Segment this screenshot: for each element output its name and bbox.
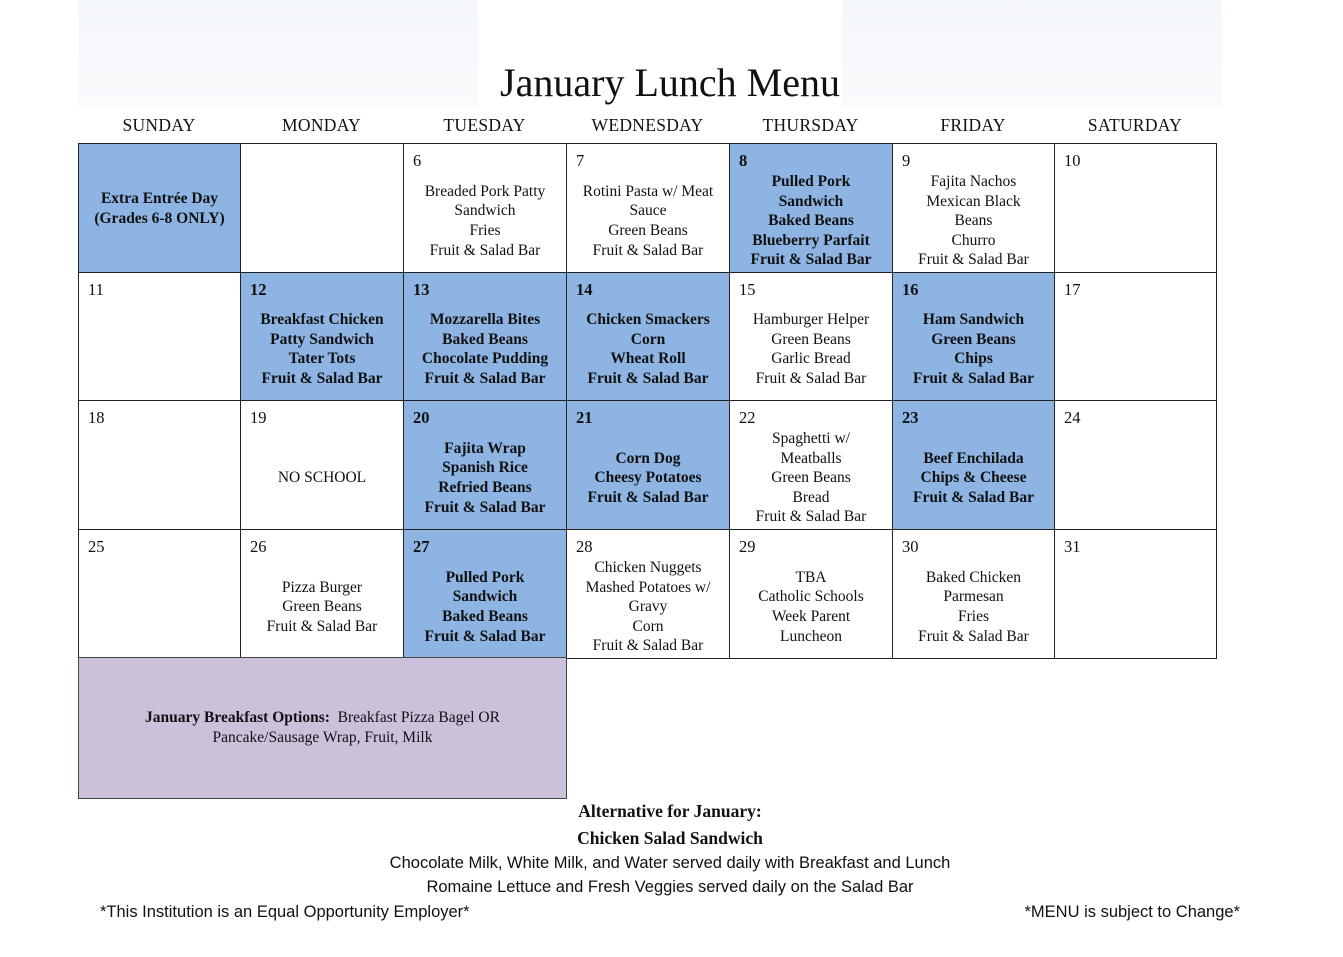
menu-item: Corn Dog [615, 449, 681, 467]
calendar-cell [892, 400, 1055, 530]
menu-item: Fruit & Salad Bar [592, 241, 704, 259]
menu-item: Fruit & Salad Bar [913, 370, 1034, 388]
menu-item: Corn [630, 330, 666, 348]
menu-items [730, 568, 892, 646]
menu-item: Fruit & Salad Bar [587, 370, 709, 388]
calendar-cell [240, 400, 404, 530]
menu-items [893, 568, 1054, 646]
calendar-cell [1054, 400, 1217, 530]
menu-item: Fajita Nachos [930, 173, 1017, 190]
menu-item: Hamburger Helper [752, 311, 870, 329]
calendar-cell [566, 529, 730, 659]
menu-item: Baked Chicken [925, 568, 1022, 586]
day-number: 7 [576, 151, 585, 170]
menu-item: Fries [958, 607, 989, 625]
calendar-cell [240, 272, 404, 401]
menu-item: Sandwich [778, 192, 844, 210]
day-number: 16 [902, 280, 919, 299]
calendar-cell [78, 400, 241, 530]
menu-change-note: *MENU is subject to Change* [1024, 903, 1240, 921]
salad-note: Romaine Lettuce and Fresh Veggies served daily on the Salad Bar [426, 878, 914, 896]
menu-item: Corn [632, 617, 664, 635]
day-number: 31 [1064, 537, 1081, 556]
day-number: 14 [576, 280, 593, 299]
day-header-monday: MONDAY [282, 115, 361, 135]
menu-item: Catholic Schools [758, 588, 864, 606]
day-number: 24 [1064, 408, 1081, 427]
day-header-friday: FRIDAY [940, 115, 1006, 135]
menu-item: Fruit & Salad Bar [755, 508, 867, 526]
page-title: January Lunch Menu [500, 60, 840, 105]
day-number: 19 [250, 408, 267, 427]
menu-items [404, 568, 566, 646]
calendar-cell [892, 143, 1055, 273]
menu-item: Fruit & Salad Bar [918, 627, 1029, 645]
menu-items [404, 310, 566, 388]
alternative-title: Alternative for January: [578, 801, 762, 821]
menu-item: Fajita Wrap [444, 439, 526, 457]
menu-item: Fruit & Salad Bar [755, 370, 867, 388]
menu-item: Meatballs [780, 449, 842, 467]
calendar-cell [403, 143, 567, 273]
menu-item: Breakfast Chicken [260, 311, 384, 329]
day-number: 26 [250, 537, 267, 556]
menu-items [79, 189, 240, 228]
menu-item: Ham Sandwich [922, 311, 1025, 329]
menu-item: Spanish Rice [442, 459, 528, 477]
menu-item: Fruit & Salad Bar [918, 251, 1029, 269]
day-header-thursday: THURSDAY [762, 115, 859, 135]
menu-item: Green Beans [282, 598, 362, 616]
menu-items [567, 558, 729, 656]
menu-item: Baked Beans [442, 330, 528, 348]
day-number: 23 [902, 408, 919, 427]
menu-items [893, 172, 1054, 270]
calendar-cell [78, 272, 241, 401]
breakfast-label: January Breakfast Options: [145, 709, 330, 726]
day-header-sunday: SUNDAY [122, 115, 196, 135]
calendar-cell [1054, 272, 1217, 401]
breakfast-text-2: Pancake/Sausage Wrap, Fruit, Milk [212, 729, 433, 746]
calendar-cell [1054, 143, 1217, 273]
day-number: 12 [250, 280, 267, 299]
calendar-cell [240, 529, 404, 659]
day-number: 28 [576, 537, 593, 556]
calendar-cell [403, 529, 567, 659]
menu-item: Green Beans [771, 330, 851, 348]
menu-items [241, 468, 403, 488]
menu-item: Tater Tots [288, 350, 356, 368]
day-number: 6 [413, 151, 422, 170]
day-number: 10 [1064, 151, 1081, 170]
menu-item: Fruit & Salad Bar [587, 488, 709, 506]
menu-item: Fruit & Salad Bar [913, 488, 1034, 506]
menu-item: Fruit & Salad Bar [424, 498, 546, 516]
menu-item: Fruit & Salad Bar [424, 370, 546, 388]
menu-item: Gravy [628, 598, 668, 616]
menu-item: Fries [469, 221, 501, 239]
menu-item: Extra Entrée Day [100, 190, 219, 208]
breakfast-text: Breakfast Pizza Bagel OR [337, 709, 500, 726]
menu-item: Chips [954, 350, 993, 368]
calendar-cell [729, 143, 893, 273]
menu-item: Chocolate Pudding [421, 350, 549, 368]
calendar-cell [729, 529, 893, 659]
calendar-cell [892, 529, 1055, 659]
menu-item: Green Beans [931, 330, 1016, 348]
calendar-cell [566, 143, 730, 273]
menu-item: Sauce [629, 202, 667, 220]
menu-item: Pizza Burger [281, 578, 363, 596]
menu-item: Fruit & Salad Bar [266, 617, 378, 635]
menu-items [730, 310, 892, 388]
menu-item: Breaded Pork Patty [424, 182, 546, 200]
menu-item: Beans [954, 212, 993, 230]
menu-item: Chicken Nuggets [594, 559, 702, 576]
calendar-cell [729, 400, 893, 530]
day-number: 21 [576, 408, 593, 427]
menu-item: Refried Beans [438, 478, 532, 496]
calendar-cell [729, 272, 893, 401]
menu-items [241, 578, 403, 637]
menu-item: TBA [795, 568, 827, 586]
day-number: 15 [739, 280, 756, 299]
day-header-wednesday: WEDNESDAY [591, 115, 704, 135]
menu-item: Rotini Pasta w/ Meat [582, 182, 714, 200]
menu-item: Mashed Potatoes w/ [585, 578, 711, 596]
alternative-item: Chicken Salad Sandwich [577, 828, 763, 848]
menu-item: Baked Beans [442, 607, 528, 625]
day-header-tuesday: TUESDAY [443, 115, 526, 135]
day-number: 11 [88, 280, 104, 299]
menu-item: Green Beans [771, 469, 851, 487]
calendar-cell [1054, 529, 1217, 659]
menu-item: Pulled Pork [771, 173, 851, 190]
menu-item: Chips & Cheese [920, 469, 1027, 487]
equal-opportunity-note: *This Institution is an Equal Opportunity Employer* [100, 903, 470, 921]
menu-item: Beef Enchilada [923, 449, 1024, 467]
menu-items [893, 310, 1054, 388]
day-number: 17 [1064, 280, 1081, 299]
menu-items [404, 182, 566, 260]
menu-item: NO SCHOOL [277, 469, 367, 487]
day-number: 9 [902, 151, 911, 170]
day-number: 29 [739, 537, 756, 556]
menu-items [567, 449, 729, 508]
menu-item: (Grades 6-8 ONLY) [94, 209, 225, 227]
menu-items [404, 439, 566, 517]
menu-item: Sandwich [452, 588, 518, 606]
menu-item: Patty Sandwich [270, 330, 374, 348]
menu-items [730, 172, 892, 270]
calendar-cell [78, 529, 241, 659]
day-number: 27 [413, 537, 430, 556]
menu-item: Garlic Bread [771, 350, 851, 368]
menu-item: Baked Beans [768, 212, 854, 230]
day-number: 30 [902, 537, 919, 556]
menu-item: Pulled Pork [445, 568, 525, 586]
drinks-note: Chocolate Milk, White Milk, and Water served daily with Breakfast and Lunch [389, 854, 951, 872]
day-number: 13 [413, 280, 430, 299]
calendar-cell [78, 143, 241, 273]
menu-item: Mexican Black [926, 192, 1021, 210]
menu-item: Green Beans [608, 221, 688, 239]
menu-item: Luncheon [780, 627, 842, 645]
menu-item: Chicken Smackers [586, 311, 710, 329]
breakfast-options-box [78, 657, 567, 799]
day-header-row [78, 115, 1216, 137]
menu-item: Fruit & Salad Bar [429, 241, 541, 259]
menu-item: Fruit & Salad Bar [592, 637, 704, 655]
menu-item: Week Parent [771, 607, 851, 625]
menu-items [893, 449, 1054, 508]
menu-items [567, 182, 729, 260]
calendar-cell [892, 272, 1055, 401]
menu-item: Cheesy Potatoes [594, 469, 702, 487]
day-number: 22 [739, 408, 756, 427]
menu-item: Fruit & Salad Bar [750, 251, 872, 269]
calendar-cell [566, 272, 730, 401]
calendar-cell [566, 400, 730, 530]
menu-item: Mozzarella Bites [429, 311, 541, 329]
menu-item: Wheat Roll [610, 350, 686, 368]
menu-item: Parmesan [943, 588, 1004, 606]
menu-item: Churro [951, 231, 996, 249]
day-number: 25 [88, 537, 105, 556]
menu-items [730, 429, 892, 527]
day-number: 20 [413, 408, 430, 427]
menu-item: Spaghetti w/ [772, 430, 850, 447]
menu-item: Sandwich [454, 202, 516, 220]
menu-item: Bread [792, 488, 830, 506]
menu-item: Fruit & Salad Bar [261, 370, 383, 388]
calendar-cell [240, 143, 404, 273]
calendar-grid [78, 143, 1216, 658]
calendar-cell [403, 272, 567, 401]
day-header-saturday: SATURDAY [1087, 115, 1183, 135]
day-number: 8 [739, 151, 748, 170]
menu-items [241, 310, 403, 388]
day-number: 18 [88, 408, 105, 427]
menu-item: Blueberry Parfait [752, 231, 870, 249]
menu-items [567, 310, 729, 388]
calendar-cell [403, 400, 567, 530]
menu-item: Fruit & Salad Bar [424, 627, 546, 645]
